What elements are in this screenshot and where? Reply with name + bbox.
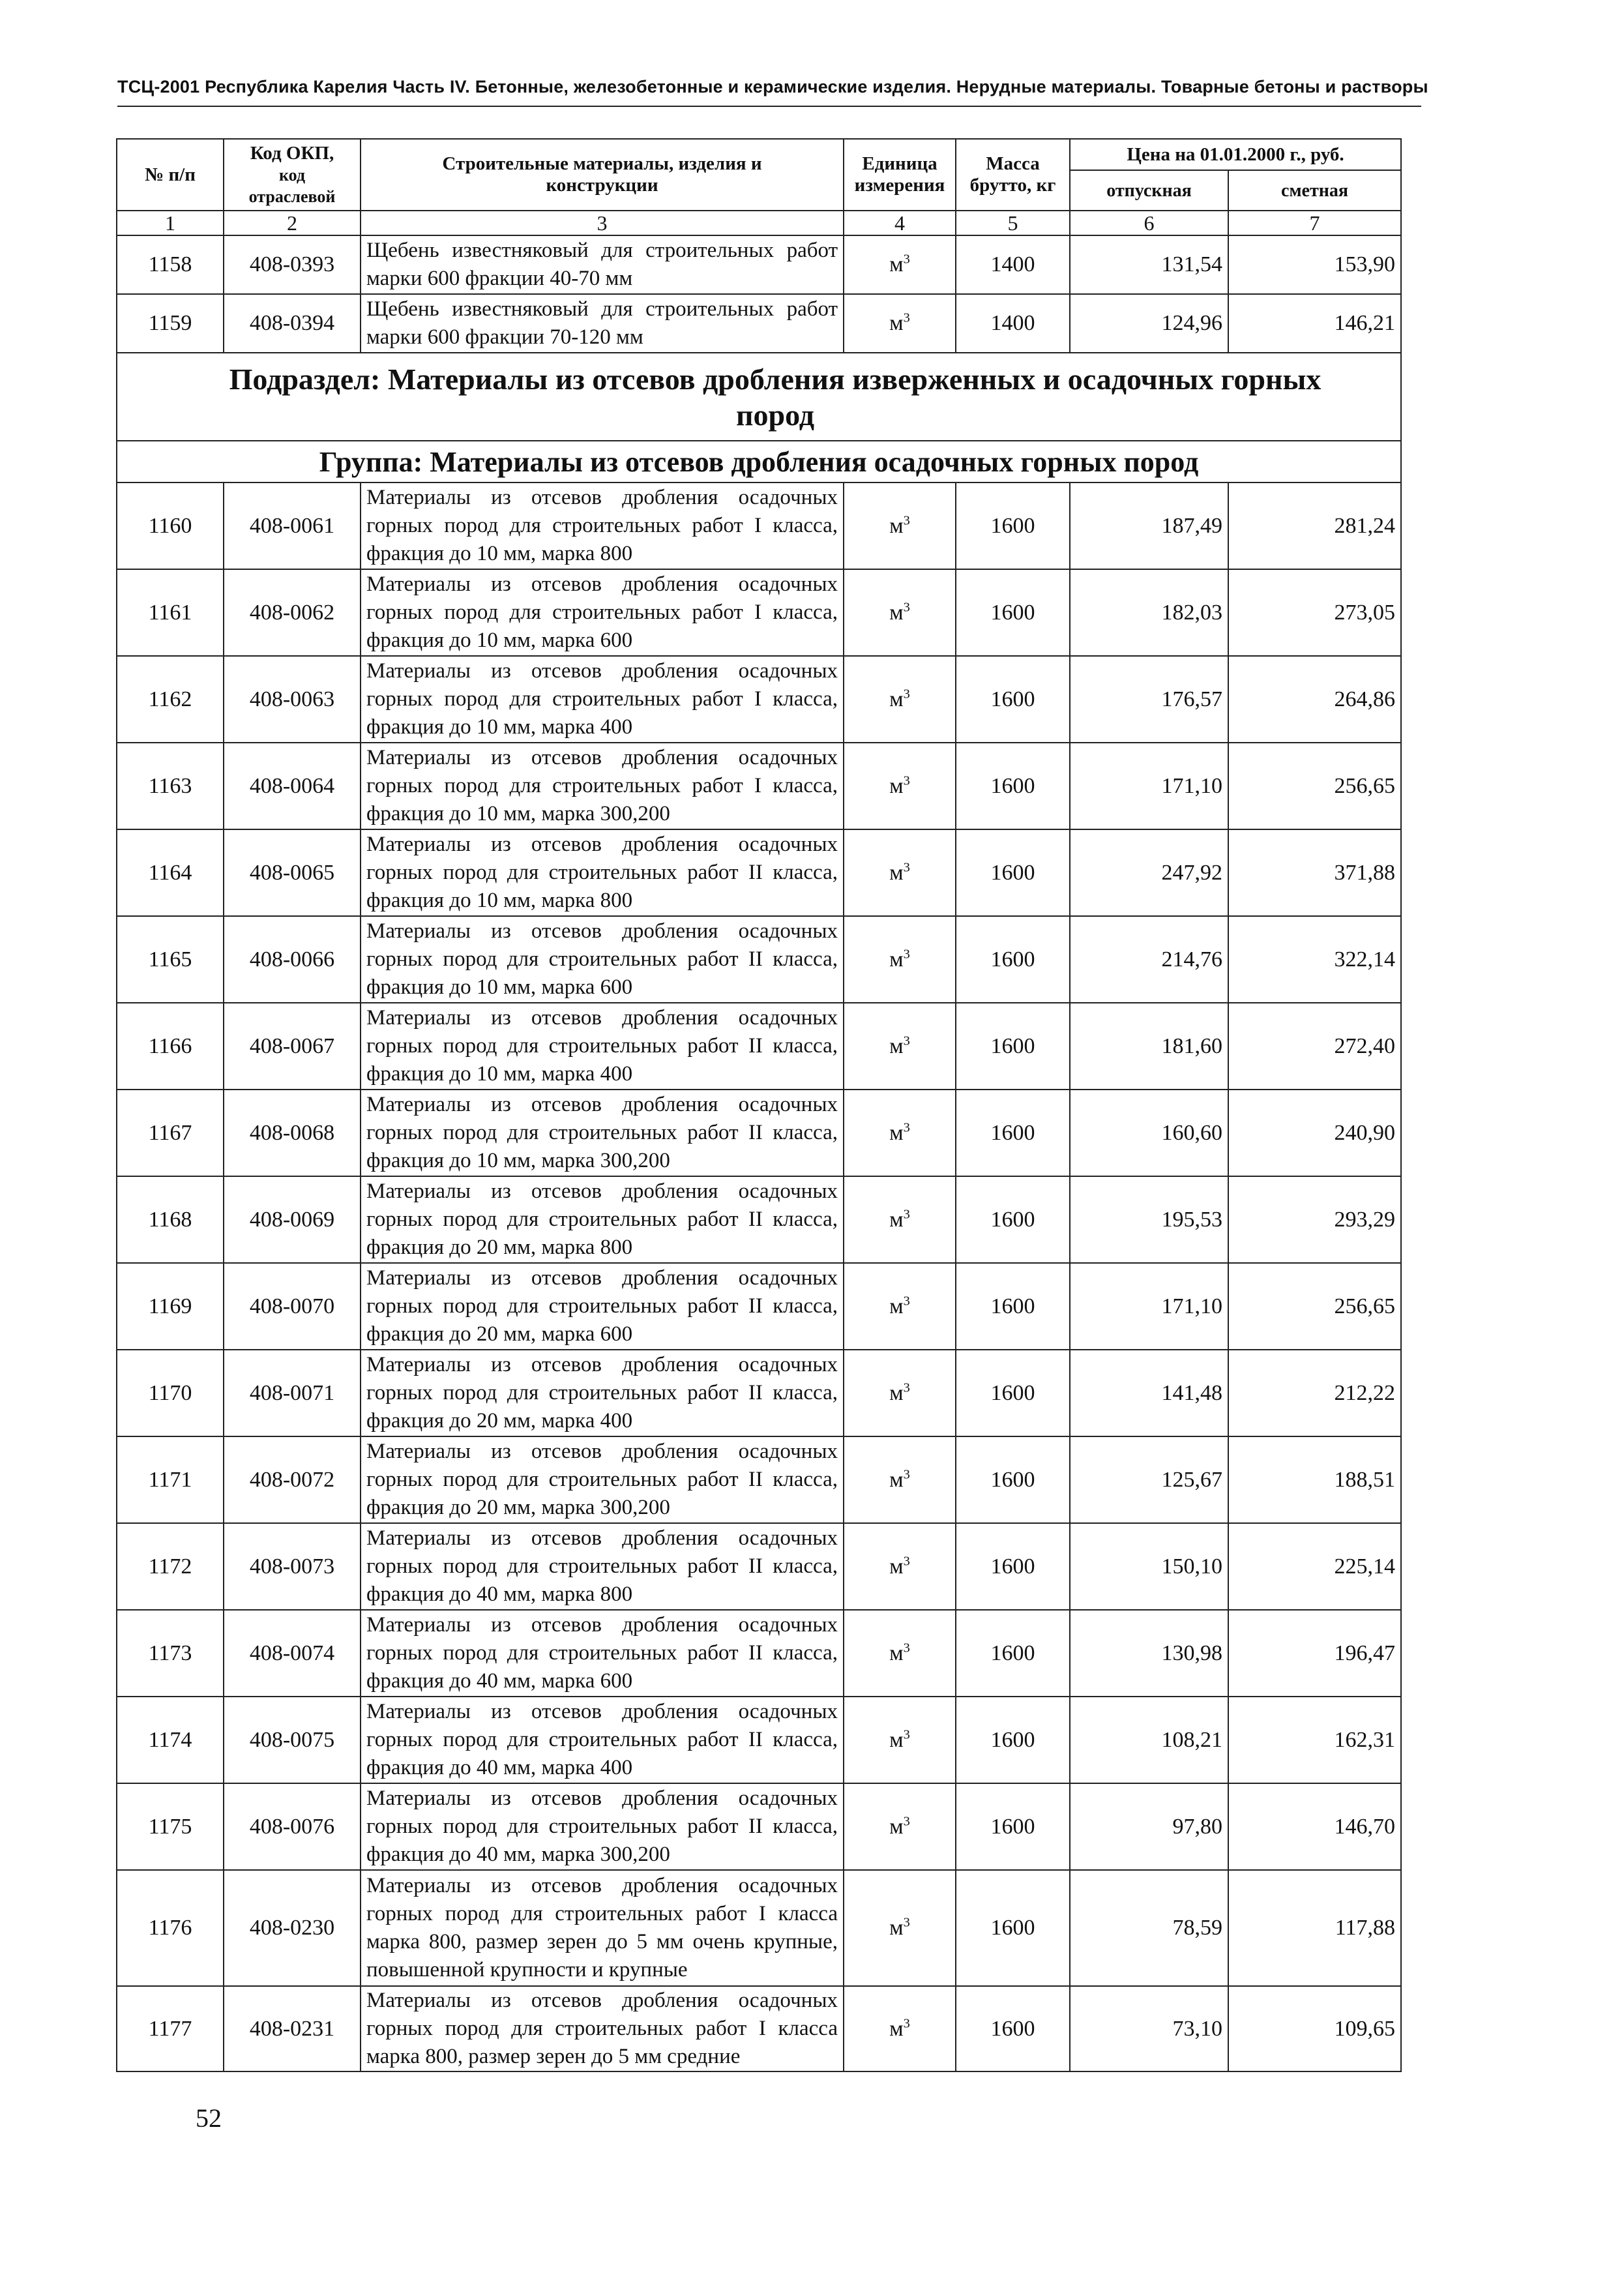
row-description: Материалы из отсевов дробления осадочных горных пород для строительных работ II класса, фракция до 40 мм, марка 300,200 bbox=[361, 1783, 844, 1870]
unit-exponent: 3 bbox=[903, 1120, 910, 1135]
header-unit-2: измерения bbox=[854, 175, 945, 196]
row-price-release: 125,67 bbox=[1070, 1436, 1228, 1523]
unit-exponent: 3 bbox=[903, 947, 910, 962]
row-number: 1168 bbox=[117, 1176, 224, 1263]
table-row bbox=[117, 569, 1401, 656]
top-rows bbox=[117, 235, 1401, 353]
row-description: Материалы из отсевов дробления осадочных горных пород для строительных работ II класса, фракция до 40 мм, марка 600 bbox=[361, 1610, 844, 1697]
row-price-estimate: 256,65 bbox=[1228, 743, 1401, 829]
table-row bbox=[117, 1350, 1401, 1436]
table-row bbox=[117, 656, 1401, 743]
unit-base: м bbox=[889, 947, 904, 972]
header-mass bbox=[956, 139, 1070, 211]
row-price-estimate: 272,40 bbox=[1228, 1003, 1401, 1090]
row-code: 408-0072 bbox=[224, 1436, 361, 1523]
header-unit-1: Единица bbox=[862, 153, 937, 174]
row-price-estimate: 146,70 bbox=[1228, 1783, 1401, 1870]
column-number: 2 bbox=[224, 211, 361, 235]
row-code: 408-0064 bbox=[224, 743, 361, 829]
row-code: 408-0231 bbox=[224, 1986, 361, 2071]
unit-exponent: 3 bbox=[903, 773, 910, 788]
unit-base: м bbox=[889, 1814, 904, 1839]
row-unit bbox=[844, 482, 956, 569]
header-name: Строительные материалы, изделия и конструкции bbox=[361, 139, 844, 211]
group-row bbox=[117, 441, 1401, 482]
unit-exponent: 3 bbox=[903, 252, 910, 267]
table-row bbox=[117, 829, 1401, 916]
row-number: 1164 bbox=[117, 829, 224, 916]
header-okp-sub1: код bbox=[278, 165, 306, 185]
row-mass: 1600 bbox=[956, 482, 1070, 569]
row-unit bbox=[844, 1783, 956, 1870]
row-mass: 1600 bbox=[956, 1523, 1070, 1610]
column-number: 1 bbox=[117, 211, 224, 235]
row-mass: 1600 bbox=[956, 1176, 1070, 1263]
table-row bbox=[117, 1436, 1401, 1523]
unit-base: м bbox=[889, 311, 904, 335]
row-description: Щебень известняковый для строительных работ марки 600 фракции 70-120 мм bbox=[361, 294, 844, 353]
row-unit bbox=[844, 1003, 956, 1090]
unit-exponent: 3 bbox=[903, 1294, 910, 1309]
unit-base: м bbox=[889, 1467, 904, 1492]
bottom-rows bbox=[117, 1870, 1401, 2071]
row-price-release: 195,53 bbox=[1070, 1176, 1228, 1263]
row-code: 408-0066 bbox=[224, 916, 361, 1003]
unit-exponent: 3 bbox=[903, 687, 910, 702]
table-row bbox=[117, 1003, 1401, 1090]
unit-exponent: 3 bbox=[903, 2016, 910, 2031]
row-code: 408-0073 bbox=[224, 1523, 361, 1610]
row-unit bbox=[844, 1090, 956, 1176]
row-price-release: 108,21 bbox=[1070, 1697, 1228, 1783]
row-mass: 1600 bbox=[956, 569, 1070, 656]
header-unit bbox=[844, 139, 956, 211]
row-mass: 1600 bbox=[956, 916, 1070, 1003]
row-number: 1169 bbox=[117, 1263, 224, 1350]
row-code: 408-0067 bbox=[224, 1003, 361, 1090]
unit-base: м bbox=[889, 1207, 904, 1232]
row-price-estimate: 273,05 bbox=[1228, 569, 1401, 656]
unit-base: м bbox=[889, 1554, 904, 1579]
row-price-estimate: 146,21 bbox=[1228, 294, 1401, 353]
row-number: 1159 bbox=[117, 294, 224, 353]
row-price-release: 97,80 bbox=[1070, 1783, 1228, 1870]
column-number-row bbox=[117, 211, 1401, 235]
row-price-release: 78,59 bbox=[1070, 1870, 1228, 1986]
unit-base: м bbox=[889, 1033, 904, 1058]
row-unit bbox=[844, 829, 956, 916]
row-price-release: 141,48 bbox=[1070, 1350, 1228, 1436]
row-code: 408-0230 bbox=[224, 1870, 361, 1986]
row-mass: 1600 bbox=[956, 1697, 1070, 1783]
row-description: Материалы из отсевов дробления осадочных горных пород для строительных работ I класса, фракция до 10 мм, марка 400 bbox=[361, 656, 844, 743]
unit-base: м bbox=[889, 1640, 904, 1665]
row-unit bbox=[844, 235, 956, 294]
row-price-estimate: 188,51 bbox=[1228, 1436, 1401, 1523]
row-code: 408-0061 bbox=[224, 482, 361, 569]
row-price-estimate: 256,65 bbox=[1228, 1263, 1401, 1350]
row-unit bbox=[844, 1176, 956, 1263]
unit-exponent: 3 bbox=[903, 1814, 910, 1829]
table-row bbox=[117, 482, 1401, 569]
row-mass: 1600 bbox=[956, 743, 1070, 829]
row-mass: 1600 bbox=[956, 829, 1070, 916]
row-price-estimate: 322,14 bbox=[1228, 916, 1401, 1003]
table-row bbox=[117, 1176, 1401, 1263]
table-row bbox=[117, 1090, 1401, 1176]
price-table bbox=[116, 138, 1402, 2072]
row-mass: 1600 bbox=[956, 1610, 1070, 1697]
row-number: 1163 bbox=[117, 743, 224, 829]
row-unit bbox=[844, 294, 956, 353]
unit-exponent: 3 bbox=[903, 600, 910, 615]
row-number: 1171 bbox=[117, 1436, 224, 1523]
row-unit bbox=[844, 1350, 956, 1436]
row-price-estimate: 281,24 bbox=[1228, 482, 1401, 569]
row-price-release: 247,92 bbox=[1070, 829, 1228, 916]
header-okp-title: Код ОКП, bbox=[250, 142, 334, 164]
table-row bbox=[117, 1263, 1401, 1350]
row-number: 1167 bbox=[117, 1090, 224, 1176]
unit-exponent: 3 bbox=[903, 1033, 910, 1048]
unit-base: м bbox=[889, 252, 904, 276]
row-unit bbox=[844, 569, 956, 656]
row-price-release: 181,60 bbox=[1070, 1003, 1228, 1090]
column-number: 7 bbox=[1228, 211, 1401, 235]
row-price-release: 171,10 bbox=[1070, 743, 1228, 829]
row-price-estimate: 240,90 bbox=[1228, 1090, 1401, 1176]
unit-base: м bbox=[889, 1380, 904, 1405]
unit-base: м bbox=[889, 773, 904, 798]
row-description: Материалы из отсевов дробления осадочных горных пород для строительных работ I класса, фракция до 10 мм, марка 300,200 bbox=[361, 743, 844, 829]
row-description: Материалы из отсевов дробления осадочных горных пород для строительных работ I класса марка 800, размер зерен до 5 мм очень крупные, повышенной крупности и крупные bbox=[361, 1870, 844, 1986]
row-description: Материалы из отсевов дробления осадочных горных пород для строительных работ II класса, фракция до 20 мм, марка 400 bbox=[361, 1350, 844, 1436]
row-price-estimate: 162,31 bbox=[1228, 1697, 1401, 1783]
row-description: Щебень известняковый для строительных работ марки 600 фракции 40-70 мм bbox=[361, 235, 844, 294]
header-price-group: Цена на 01.01.2000 г., руб. bbox=[1070, 139, 1401, 170]
row-description: Материалы из отсевов дробления осадочных горных пород для строительных работ II класса, фракция до 10 мм, марка 800 bbox=[361, 829, 844, 916]
table-row bbox=[117, 1783, 1401, 1870]
row-description: Материалы из отсевов дробления осадочных горных пород для строительных работ I класса марка 800, размер зерен до 5 мм средние bbox=[361, 1986, 844, 2071]
row-description: Материалы из отсевов дробления осадочных горных пород для строительных работ II класса, фракция до 10 мм, марка 400 bbox=[361, 1003, 844, 1090]
row-unit bbox=[844, 743, 956, 829]
row-mass: 1600 bbox=[956, 1436, 1070, 1523]
row-price-estimate: 371,88 bbox=[1228, 829, 1401, 916]
row-price-release: 124,96 bbox=[1070, 294, 1228, 353]
row-description: Материалы из отсевов дробления осадочных горных пород для строительных работ II класса, фракция до 20 мм, марка 600 bbox=[361, 1263, 844, 1350]
row-price-release: 131,54 bbox=[1070, 235, 1228, 294]
row-unit bbox=[844, 1436, 956, 1523]
table-row bbox=[117, 916, 1401, 1003]
row-unit bbox=[844, 1697, 956, 1783]
row-mass: 1600 bbox=[956, 1090, 1070, 1176]
row-unit bbox=[844, 1986, 956, 2071]
header-mass-2: брутто, кг bbox=[969, 175, 1056, 196]
row-number: 1170 bbox=[117, 1350, 224, 1436]
row-mass: 1400 bbox=[956, 294, 1070, 353]
subsection-title: Подраздел: Материалы из отсевов дробления изверженных и осадочных горных пород bbox=[117, 353, 1401, 441]
row-code: 408-0068 bbox=[224, 1090, 361, 1176]
row-price-estimate: 117,88 bbox=[1228, 1870, 1401, 1986]
header-okp-sub2: отраслевой bbox=[248, 186, 336, 206]
row-price-release: 176,57 bbox=[1070, 656, 1228, 743]
group-title: Группа: Материалы из отсевов дробления осадочных горных пород bbox=[117, 441, 1401, 482]
row-price-estimate: 196,47 bbox=[1228, 1610, 1401, 1697]
row-price-estimate: 153,90 bbox=[1228, 235, 1401, 294]
unit-base: м bbox=[889, 1916, 904, 1940]
unit-base: м bbox=[889, 1727, 904, 1752]
row-unit bbox=[844, 1523, 956, 1610]
row-price-estimate: 264,86 bbox=[1228, 656, 1401, 743]
row-code: 408-0071 bbox=[224, 1350, 361, 1436]
row-price-release: 130,98 bbox=[1070, 1610, 1228, 1697]
row-code: 408-0075 bbox=[224, 1697, 361, 1783]
unit-exponent: 3 bbox=[903, 1727, 910, 1742]
row-number: 1161 bbox=[117, 569, 224, 656]
row-price-release: 214,76 bbox=[1070, 916, 1228, 1003]
row-unit bbox=[844, 1870, 956, 1986]
row-description: Материалы из отсевов дробления осадочных горных пород для строительных работ I класса, фракция до 10 мм, марка 600 bbox=[361, 569, 844, 656]
header-price-release: отпускная bbox=[1070, 170, 1228, 211]
row-description: Материалы из отсевов дробления осадочных горных пород для строительных работ I класса, фракция до 10 мм, марка 800 bbox=[361, 482, 844, 569]
row-price-estimate: 109,65 bbox=[1228, 1986, 1401, 2071]
row-mass: 1600 bbox=[956, 1350, 1070, 1436]
unit-base: м bbox=[889, 600, 904, 625]
row-code: 408-0076 bbox=[224, 1783, 361, 1870]
unit-exponent: 3 bbox=[903, 1915, 910, 1930]
row-number: 1177 bbox=[117, 1986, 224, 2071]
row-price-release: 187,49 bbox=[1070, 482, 1228, 569]
row-number: 1165 bbox=[117, 916, 224, 1003]
row-description: Материалы из отсевов дробления осадочных горных пород для строительных работ II класса, фракция до 10 мм, марка 600 bbox=[361, 916, 844, 1003]
header-price-estimate: сметная bbox=[1228, 170, 1401, 211]
page-number: 52 bbox=[196, 2103, 222, 2133]
header-no: № п/п bbox=[117, 139, 224, 211]
row-code: 408-0062 bbox=[224, 569, 361, 656]
table-row bbox=[117, 235, 1401, 294]
row-unit bbox=[844, 1610, 956, 1697]
table-row bbox=[117, 1523, 1401, 1610]
unit-base: м bbox=[889, 513, 904, 538]
row-number: 1166 bbox=[117, 1003, 224, 1090]
row-number: 1175 bbox=[117, 1783, 224, 1870]
row-price-release: 150,10 bbox=[1070, 1523, 1228, 1610]
row-unit bbox=[844, 656, 956, 743]
subsection-row bbox=[117, 353, 1401, 441]
row-mass: 1600 bbox=[956, 656, 1070, 743]
row-number: 1173 bbox=[117, 1610, 224, 1697]
unit-base: м bbox=[889, 2016, 904, 2041]
row-price-release: 73,10 bbox=[1070, 1986, 1228, 2071]
unit-exponent: 3 bbox=[903, 1554, 910, 1569]
unit-exponent: 3 bbox=[903, 513, 910, 528]
table-row bbox=[117, 1986, 1401, 2071]
unit-base: м bbox=[889, 1294, 904, 1318]
unit-exponent: 3 bbox=[903, 1380, 910, 1395]
column-number: 4 bbox=[844, 211, 956, 235]
table-row bbox=[117, 1870, 1401, 1986]
row-description: Материалы из отсевов дробления осадочных горных пород для строительных работ II класса, фракция до 40 мм, марка 400 bbox=[361, 1697, 844, 1783]
header-okp-code bbox=[224, 139, 361, 211]
row-mass: 1600 bbox=[956, 1986, 1070, 2071]
row-unit bbox=[844, 1263, 956, 1350]
row-price-release: 182,03 bbox=[1070, 569, 1228, 656]
row-description: Материалы из отсевов дробления осадочных горных пород для строительных работ II класса, фракция до 20 мм, марка 300,200 bbox=[361, 1436, 844, 1523]
row-description: Материалы из отсевов дробления осадочных горных пород для строительных работ II класса, фракция до 10 мм, марка 300,200 bbox=[361, 1090, 844, 1176]
table-row bbox=[117, 1697, 1401, 1783]
row-code: 408-0063 bbox=[224, 656, 361, 743]
unit-base: м bbox=[889, 687, 904, 711]
row-number: 1162 bbox=[117, 656, 224, 743]
column-number: 5 bbox=[956, 211, 1070, 235]
row-number: 1160 bbox=[117, 482, 224, 569]
header-mass-1: Масса bbox=[986, 153, 1040, 174]
column-number: 3 bbox=[361, 211, 844, 235]
row-mass: 1600 bbox=[956, 1870, 1070, 1986]
row-price-release: 160,60 bbox=[1070, 1090, 1228, 1176]
row-description: Материалы из отсевов дробления осадочных горных пород для строительных работ II класса, фракция до 40 мм, марка 800 bbox=[361, 1523, 844, 1610]
row-price-release: 171,10 bbox=[1070, 1263, 1228, 1350]
row-unit bbox=[844, 916, 956, 1003]
row-number: 1172 bbox=[117, 1523, 224, 1610]
row-mass: 1600 bbox=[956, 1263, 1070, 1350]
row-price-estimate: 293,29 bbox=[1228, 1176, 1401, 1263]
row-price-estimate: 212,22 bbox=[1228, 1350, 1401, 1436]
table-row bbox=[117, 294, 1401, 353]
running-header: ТСЦ-2001 Республика Карелия Часть IV. Бетонные, железобетонные и керамические изделия. Нерудные материалы. Товарные бетоны и растворы bbox=[117, 77, 1428, 96]
row-description: Материалы из отсевов дробления осадочных горных пород для строительных работ II класса, фракция до 20 мм, марка 800 bbox=[361, 1176, 844, 1263]
section-headings bbox=[117, 353, 1401, 482]
unit-exponent: 3 bbox=[903, 1640, 910, 1655]
header-row-1 bbox=[117, 139, 1401, 170]
table-row bbox=[117, 1610, 1401, 1697]
row-code: 408-0069 bbox=[224, 1176, 361, 1263]
unit-base: м bbox=[889, 860, 904, 885]
row-mass: 1600 bbox=[956, 1783, 1070, 1870]
row-code: 408-0394 bbox=[224, 294, 361, 353]
column-number: 6 bbox=[1070, 211, 1228, 235]
row-price-estimate: 225,14 bbox=[1228, 1523, 1401, 1610]
unit-exponent: 3 bbox=[903, 860, 910, 875]
unit-exponent: 3 bbox=[903, 310, 910, 325]
row-code: 408-0070 bbox=[224, 1263, 361, 1350]
row-code: 408-0074 bbox=[224, 1610, 361, 1697]
row-number: 1176 bbox=[117, 1870, 224, 1986]
row-mass: 1600 bbox=[956, 1003, 1070, 1090]
row-mass: 1400 bbox=[956, 235, 1070, 294]
main-rows bbox=[117, 482, 1401, 1870]
table-row bbox=[117, 743, 1401, 829]
row-number: 1174 bbox=[117, 1697, 224, 1783]
row-code: 408-0065 bbox=[224, 829, 361, 916]
unit-exponent: 3 bbox=[903, 1467, 910, 1482]
row-number: 1158 bbox=[117, 235, 224, 294]
row-code: 408-0393 bbox=[224, 235, 361, 294]
unit-base: м bbox=[889, 1120, 904, 1145]
header-rule bbox=[117, 106, 1421, 107]
unit-exponent: 3 bbox=[903, 1207, 910, 1222]
